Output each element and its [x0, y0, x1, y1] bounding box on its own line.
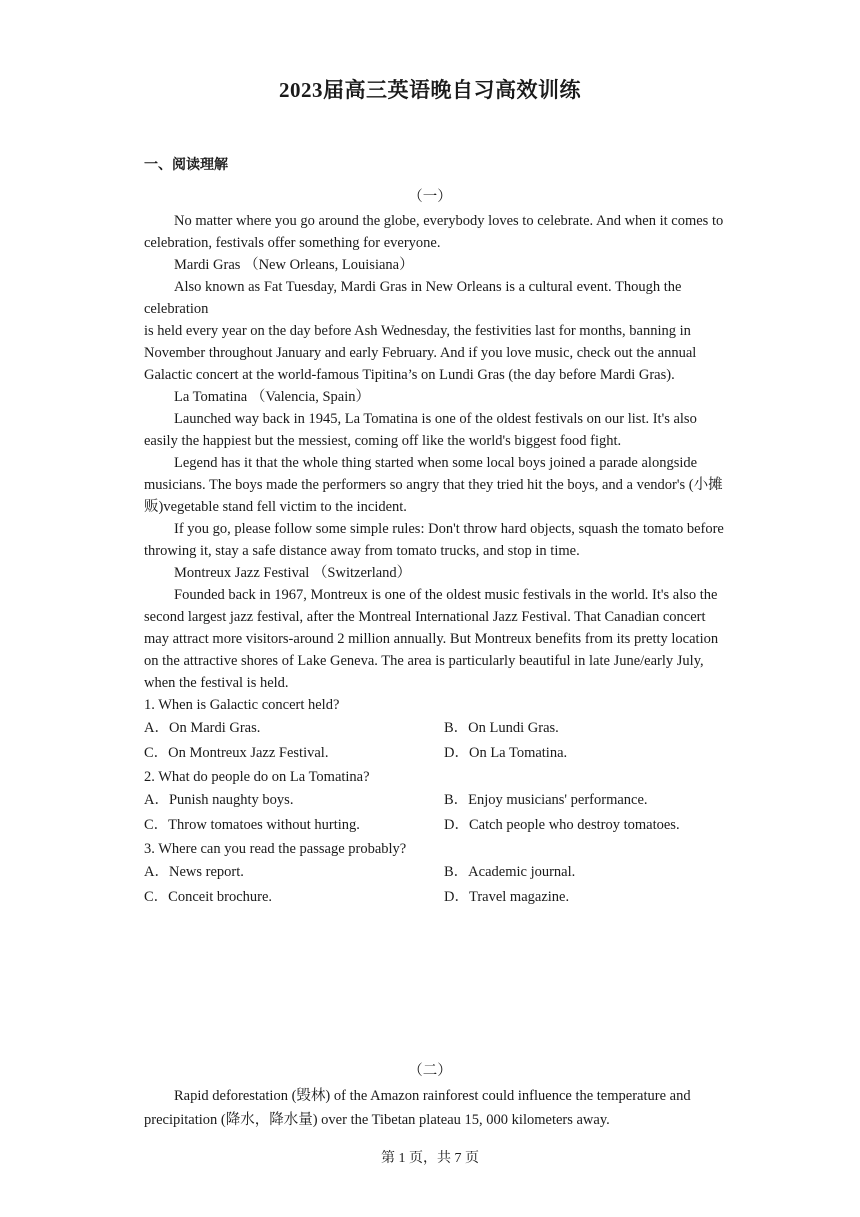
festival-heading-mardi-gras: Mardi Gras （New Orleans, Louisiana）	[174, 257, 414, 273]
passage-2-heading: （二）	[408, 1063, 452, 1079]
option-d: D．Travel magazine.	[444, 889, 570, 905]
section-heading: 一、阅读理解	[144, 158, 228, 173]
paragraph: is held every year on the day before Ash Wednesday, the festivities last for months, banning in November throughout January and early February. And if you love music, check out the annual Galactic concert at the world-famous Tipitina’s on Lundi Gras (the day before Mardi Gras).	[144, 323, 697, 383]
question-2	[144, 766, 730, 838]
option-c: C．On Montreux Jazz Festival.	[144, 745, 329, 761]
festival-heading-montreux: Montreux Jazz Festival （Switzerland）	[174, 565, 412, 581]
option-b: B．Academic journal.	[444, 864, 576, 880]
paragraph: Rapid deforestation (毁林) of the Amazon rainforest could influence the temperature and precipitation (降水，降水量) over the Tibetan plateau 15, 000 kilometers away.	[144, 1088, 691, 1128]
option-c: C．Conceit brochure.	[144, 889, 273, 905]
option-d: D．On La Tomatina.	[444, 745, 568, 761]
option-d: D．Catch people who destroy tomatoes.	[444, 817, 680, 833]
option-c: C．Throw tomatoes without hurting.	[144, 817, 360, 833]
option-a: A．On Mardi Gras.	[144, 720, 261, 736]
question-stem: 2. What do people do on La Tomatina?	[144, 769, 370, 785]
option-a: A．Punish naughty boys.	[144, 792, 294, 808]
passage-1-body	[144, 210, 730, 910]
paragraph: Legend has it that the whole thing started when some local boys joined a parade alongside musicians. The boys made the performers so angry that they tried hit the boys, and a vendor's (小摊贩)vegetable stand fell victim to the incident.	[144, 455, 723, 515]
question-1	[144, 694, 730, 766]
festival-heading-la-tomatina: La Tomatina （Valencia, Spain）	[174, 389, 371, 405]
passage-2-body	[144, 1084, 730, 1132]
paragraph: Founded back in 1967, Montreux is one of the oldest music festivals in the world. It's also the second largest jazz festival, after the Montreal International Jazz Festival. That Canadian concert may attract more visitors-around 2 million annually. But Montreux benefits from its pretty location on the attractive shores of Lake Geneva. The area is particularly beautiful in late June/early July, when the festival is held.	[144, 587, 719, 691]
paragraph: No matter where you go around the globe, everybody loves to celebrate. And when it comes to celebration, festivals offer something for everyone.	[144, 213, 724, 251]
option-b: B．On Lundi Gras.	[444, 720, 559, 736]
document-title: 2023届高三英语晚自习高效训练	[279, 78, 581, 102]
paragraph: Launched way back in 1945, La Tomatina is one of the oldest festivals on our list. It's also easily the happiest but the messiest, coming off like the world's biggest food fight.	[144, 411, 697, 449]
page-footer: 第 1 页，共 7 页	[381, 1151, 479, 1166]
option-a: A．News report.	[144, 864, 244, 880]
paragraph: Also known as Fat Tuesday, Mardi Gras in New Orleans is a cultural event. Though the celebration	[144, 279, 682, 317]
question-stem: 1. When is Galactic concert held?	[144, 697, 340, 713]
question-stem: 3. Where can you read the passage probably?	[144, 841, 407, 857]
passage-1-heading: （一）	[408, 189, 452, 205]
option-b: B．Enjoy musicians' performance.	[444, 792, 648, 808]
paragraph: If you go, please follow some simple rules: Don't throw hard objects, squash the tomato before throwing it, stay a safe distance away from tomato trucks, and stop in time.	[144, 521, 724, 559]
question-3	[144, 838, 730, 910]
